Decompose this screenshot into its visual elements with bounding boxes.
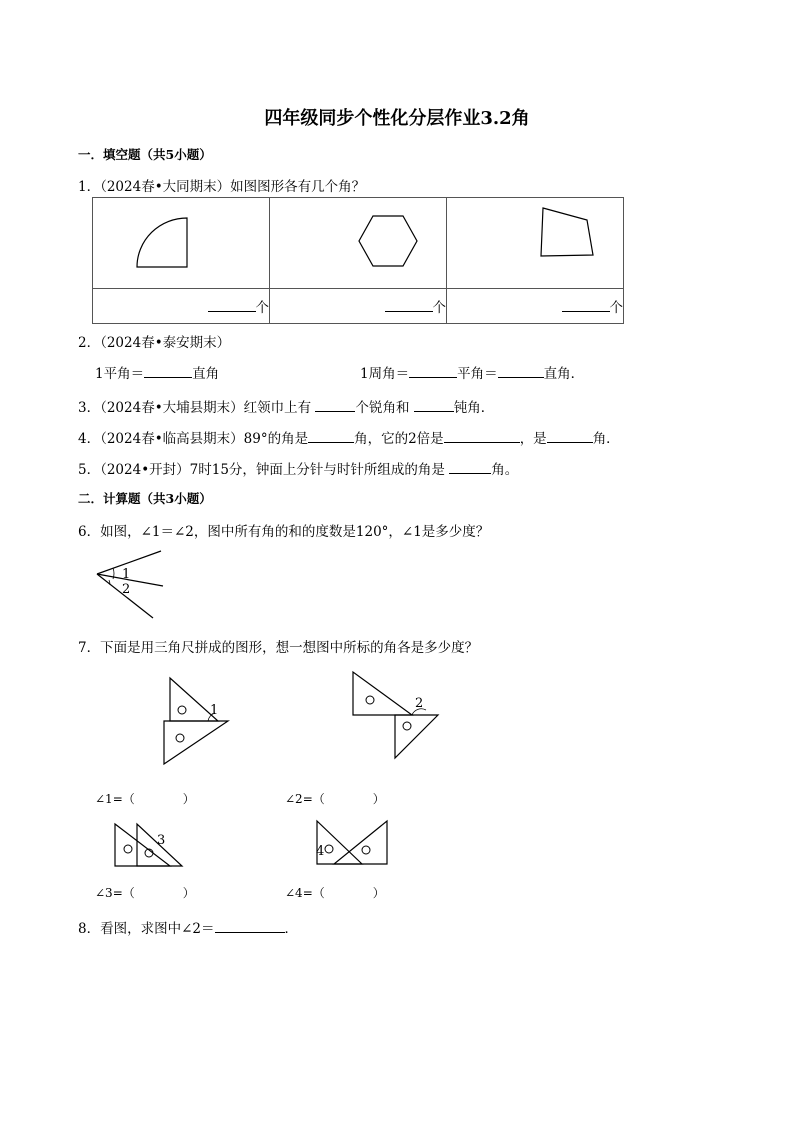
- shape-cell-quadrilateral: [447, 198, 624, 289]
- q4-text: 4．（2024春•临高县期末）89°的角是: [78, 431, 309, 447]
- q2b-right: 直角．: [543, 366, 585, 382]
- answer-blank[interactable]: [315, 398, 355, 412]
- answer-blank[interactable]: [385, 298, 433, 312]
- angle-label-4: 4: [316, 844, 325, 859]
- q5-end: 角。: [491, 462, 519, 478]
- unit-label: 个: [255, 300, 269, 316]
- set-square-figure-3: [112, 822, 192, 870]
- question-2-text: 2．（2024春•泰安期末）: [78, 335, 231, 351]
- answer-blank[interactable]: [308, 429, 354, 443]
- q3-end: 钝角．: [453, 400, 495, 416]
- answer-blank[interactable]: [562, 298, 610, 312]
- q8-text: 8．看图，求图中∠2＝: [78, 921, 215, 937]
- set-square-figure-4: [314, 818, 396, 868]
- q4-mid2: ，是: [519, 431, 547, 447]
- set-square-figure-2: [350, 670, 445, 770]
- set-square-figure-1: [160, 676, 240, 772]
- shape-cell-hexagon: [270, 198, 447, 289]
- answer-blank[interactable]: [444, 429, 520, 443]
- hexagon-shape: [270, 198, 446, 284]
- question-2-line-a: [95, 362, 219, 382]
- q7-answer-3: ∠3=（ ）: [95, 886, 195, 900]
- question-5: [78, 458, 518, 478]
- q3-mid: 个锐角和: [355, 400, 410, 416]
- q2b-left: 1周角＝: [360, 366, 410, 382]
- answer-blank[interactable]: [498, 364, 544, 378]
- q4-end: 角．: [592, 431, 620, 447]
- angle-label-3: 3: [157, 833, 166, 848]
- question-2-line-b: [360, 362, 584, 382]
- angle-label-1: 1: [210, 703, 219, 718]
- q2b-mid: 平角＝: [457, 366, 498, 382]
- answer-blank[interactable]: [215, 919, 285, 933]
- question-1-shape-table: [92, 197, 624, 324]
- question-6-text: 6．如图，∠1＝∠2，图中所有角的和的度数是120°，∠1是多少度？: [78, 524, 490, 540]
- q2a-left: 1平角＝: [95, 366, 145, 382]
- question-8: [78, 917, 298, 937]
- q5-text: 5．（2024•开封）7时15分，钟面上分针与时针所组成的角是: [78, 462, 445, 478]
- answer-cell-1: [93, 289, 270, 324]
- question-4: [78, 427, 620, 447]
- q7-answer-1: ∠1=（ ）: [95, 792, 195, 806]
- q7-answer-4: ∠4=（ ）: [285, 886, 385, 900]
- angle-label-2: 2: [122, 582, 131, 597]
- q8-end: ．: [284, 921, 298, 937]
- question-1-text: 1．（2024春•大同期末）如图图形各有几个角？: [78, 179, 366, 195]
- answer-cell-3: [447, 289, 624, 324]
- unit-label: 个: [432, 300, 446, 316]
- answer-blank[interactable]: [547, 429, 593, 443]
- q7-answer-2: ∠2=（ ）: [285, 792, 385, 806]
- answer-blank[interactable]: [414, 398, 454, 412]
- unit-label: 个: [609, 300, 623, 316]
- question-7-text: 7．下面是用三角尺拼成的图形，想一想图中所标的角各是多少度？: [78, 640, 479, 656]
- q3-text: 3．（2024春•大埔县期末）红领巾上有: [78, 400, 312, 416]
- shape-cell-sector: [93, 198, 270, 289]
- answer-blank[interactable]: [449, 460, 491, 474]
- answer-cell-2: [270, 289, 447, 324]
- angle-label-2: 2: [415, 696, 424, 711]
- question-6-angle-figure: [95, 548, 170, 620]
- answer-blank[interactable]: [208, 298, 256, 312]
- section-heading-fill-blank: 一．填空题（共5小题）: [78, 147, 212, 162]
- q2a-right: 直角: [192, 366, 220, 382]
- answer-blank[interactable]: [409, 364, 457, 378]
- section-heading-calc: 二．计算题（共3小题）: [78, 491, 212, 506]
- sector-shape: [93, 198, 269, 284]
- angle-label-1: 1: [122, 567, 131, 582]
- quadrilateral-shape: [447, 198, 623, 284]
- question-3: [78, 396, 494, 416]
- page-title: 四年级同步个性化分层作业3.2角: [264, 108, 530, 129]
- answer-blank[interactable]: [144, 364, 192, 378]
- q4-mid1: 角，它的2倍是: [354, 431, 444, 447]
